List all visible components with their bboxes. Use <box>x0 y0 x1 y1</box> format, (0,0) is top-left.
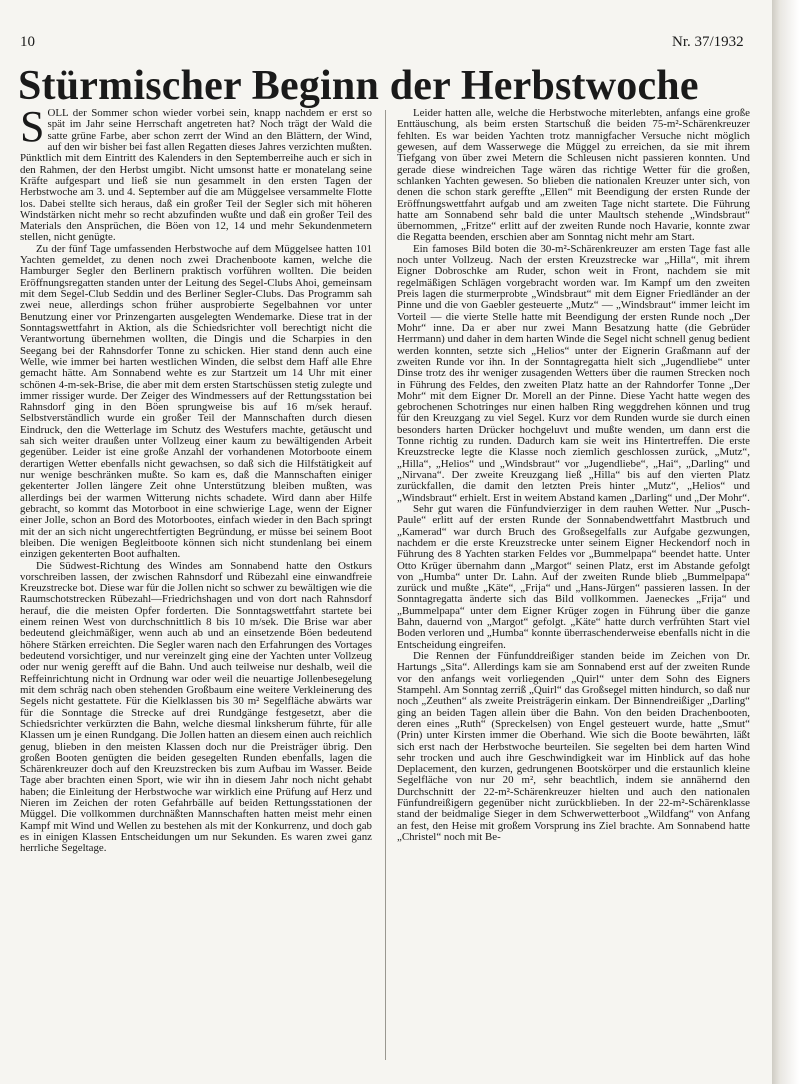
page-edge-shadow <box>772 0 799 1084</box>
paragraph: Zu der fünf Tage umfassenden Herbstwoche auf dem Müggelsee hatten 101 Yachten gemeldet, zu denen noch zwei Drachenboote kamen, welche die Hamburger Segler den Berlinern praktisch vorführen wollten. Die beiden Eröffnungsregatten standen unter der Leitung des Segel-Clubs Ahoi, gemeinsam mit dem Segel-Club Seddin und des Berliner Segler-Clubs. Das Programm sah zwei neue, allerdings schon früher ausprobierte Segelbahnen vor unter Benutzung einer vor Prinzengarten ausgelegten Wendemarke. Diese trat in der Sonntagswettfahrt in Aktion, als die Schiedsrichter voll berechtigt nicht die Verantwortung übernehmen wollten, die Dingis und die Scharpies in den Seegang bei der Rahnsdorfer Tonne zu schicken. Hier stand denn auch eine Welle, wie immer bei harten westlichen Winden, die selbst dem Haff alle Ehre gemacht hätte. Am Sonnabend wehte es zur Startzeit um 14 Uhr mit einer schönen 4-m-sek-Brise, die aber mit dem ersten Startschüssen stetig zulegte und immer rissiger wurde. Der Zeiger des Windmessers auf der Rettungsstation bei Rahnsdorf ging in den Böen sprungweise bis auf 16 m/sek herauf. Selbstverständlich wurde ein großer Teil der Mannschaften durch diesen Eindruck, den die Wetterlage im Schutz des Westufers machte, getäuscht und sah sich weiter draußen unter Vollzeug einer kaum zu bewältigenden Arbeit gegenüber. Leider ist eine große Anzahl der vorhandenen Motorboote einem derartigen Wetter ebenfalls nicht gewachsen, so daß sich die Hilfstätigkeit auf nur wenige beschränken mußte. So kam es, daß die Mannschaften einiger gekenterter Jollen längere Zeit ohne Unterstützung bleiben mußten, was allerdings bei der warmen Witterung nichts schadete. Wird dann aber Hilfe gebracht, so kommt das Motorboot in eine schwierige Lage, wenn der Eigner einer Jolle, schon an Bord des Motorbootes, einfach wieder in den Bach springt mit der an sich nicht ungerechtfertigten Begründung, er müsse bei seinem Boot bleiben. Die wenigen Begleitboote können sich nicht stundenlang bei einem einzigen gekenterten Boot aufhalten. <box>20 242 372 561</box>
paragraph: Die Südwest-Richtung des Windes am Sonnabend hatte den Ostkurs vorschreiben lassen, der zwischen Rahnsdorf und Rübezahl eine einwandfreie Kreuzstrecke bot. Diese war für die Jollen nicht so schwer zu bewältigen wie die Raumschotstrecken Rübezahl—Friedrichshagen und von dort nach Rahnsdorf herauf, die die meisten Opfer forderten. Die Sonntagswettfahrt startete bei einem reinen West von durchschnittlich 8 bis 10 m/sek. Die Brise war aber bedeutend gleichmäßiger, wenn auch ab und an einsetzende Böen bedeutend höhere Stärken erreichten. Die Segler waren nach den Erfahrungen des Vortages bedeutend vorsichtiger, und nur vereinzelt ging eine der Yachten unter Vollzeug oder nur wenig gerefft auf die Bahn. Und auch teilweise nur deshalb, weil die Reffeinrichtung nicht in Ordnung war oder weil die neuartige Jollenbesegelung mit dem schräg nach oben stehenden Großbaum eine weitere Verkleinerung des Segels nicht gestattete. Für die Kielklassen bis 30 m² Segelfläche abwärts war für die Sonntage die Strecke auf drei Rundgänge festgesetzt, aber die Schiedsrichter verkürzten die Bahn, welche diesmal linksherum führte, für alle Klassen um je einen Rundgang. Die Jollen hatten an diesem einen auch reichlich genug, blieben in den meisten Klassen doch nur die Preisträger übrig. Den großen Booten genügten die beiden gesegelten Runden ebenfalls, lagen die Schärenkreuzer doch auf den Kreuzstrecken bis zum Aufbau im Wasser. Beide Tage aber brachten einen Sport, wie wir ihn in diesem Jahr noch nicht gehabt haben; die Einleitung der Herbstwoche war wirklich eine Prüfung auf Herz und Nieren im Zeichen der roten Gefahrbälle auf beiden Rettungsstationen der Müggel. Die vollkommen durchnäßten Mannschaften hatten meist mehr einen Kampf mit Wind und Wellen zu bestehen als mit der Konkurrenz, und doch gab es in einigen Klassen Entscheidungen um nur Sekunden. Es waren zwei ganz herrliche Segeltage. <box>20 559 372 855</box>
issue-number: Nr. 37/1932 <box>672 34 744 50</box>
column-divider <box>385 110 386 1060</box>
paragraph-text: OLL der Sommer schon wieder vorbei sein, knapp nachdem er erst so spät im Jahr seine Herrschaft angetreten hat? Noch trägt der Wald die satte grüne Farbe, aber schon zerrt der Wind an den Blättern, der Wind, auf den wir bisher bei fast allen Regatten dieses Jahres verzichten mußten. Pünktlich mit dem Eintritt des Kalenders in den Septemberreihe auch er sich in den Rahmen, der den Herbst umgibt. Nicht umsonst hatte er monatelang seine Kräfte aufgespart und ließ sie nun gesammelt in den ersten Tagen der Herbstwoche am 3. und 4. September auf die am Müggelsee versammelte Flotte los. Dabei stellte sich heraus, daß ein großer Teil der Segler sich mit höheren Windstärken nicht mehr so recht abzufinden wußte und daß ein großer Teil des Materials den Ansprüchen, die Böen von 12, 14 und mehr Sekundenmetern stellen, nicht genügte. <box>20 108 372 244</box>
paragraph: Ein famoses Bild boten die 30-m²-Schärenkreuzer am ersten Tage fast alle noch unter Vollzeug. Nach der ersten Kreuzstrecke war „Hilla“, mit ihrem Eigner Dobroschke am Ruder, schon weit in Front, nachdem sie mit regelmäßigen Schlägen vorgebracht worden war. Im Kampf um den zweiten Preis lagen die sturmerprobte „Windsbraut“ mit dem Eigner Friedländer an der Pinne und die von Gaebler gesteuerte „Mutz“ — „Windsbraut“ immer leicht im Vorteil — die vierte Stelle hatte mit Beendigung der ersten Runde noch „Der Mohr“ inne. Da er aber nur zwei Mann Besatzung hatte (die Gebrüder Herrmann) und daher in dem harten Winde die Segel nicht schnell genug bedient werden konnten, setzte sich „Helios“ unter der Eignerin Graßmann auf der zweiten Runde vor ihn. In der Sonntagregatta hielt sich „Jugendliebe“ unter Dinse trotz des ihr weniger zusagenden Wetters über die raumen Strecken noch in Führung des Feldes, den zweiten Platz hatte an der Rahndorfer Tonne „Der Mohr“ mit dem Eigner Dr. Morell an der Pinne. Diese Yacht hatte wegen des gebrochenen Schotringes nur einen halben Ring weggdrehen können und trug für den Kreuzgang zu viel Segel. Kurz vor dem Runden wurde sie durch einen besonders harten Drücker hochgeluvt und mußte wenden, um dann erst die Tonne richtig zu runden. Dadurch kam sie weit ins Hintertreffen. Die erste Kreuzstrecke legte die Klasse noch ziemlich geschlossen zurück, „Mutz“, „Hilla“, „Helios“ und „Windsbraut“ vor „Jugendliebe“, „Hai“, „Darling“ und „Nirvana“. Der zweite Kreuzgang ließ „Hilla“ bis auf den vierten Platz zurückfallen, die damit den letzten Preis hinter „Mutz“, „Helios“ und „Windsbraut“ erhielt. Erst in weitem Abstand kamen „Darling“ und „Der Mohr“. <box>397 242 750 504</box>
drop-cap: S <box>20 108 45 151</box>
paragraph: Die Rennen der Fünfunddreißiger standen beide im Zeichen von Dr. Hartungs „Sita“. Allerdings kam sie am Sonnabend erst auf der zweiten Runde vor den anfangs weit vorliegenden „Quirl“ unter dem Sohn des Eigners Stampehl. Am Sonntag zerriß „Quirl“ das Großsegel mitten hindurch, so daß nur noch „Zeuthen“ als zweite Preisträgerin einkam. Der Binnendreißiger „Darling“ ging an beiden Tagen allein über die Bahn. Von den beiden Drachenbooten, deren eines „Ruth“ (Spreckelsen) von Engel gesteuert wurde, hatte „Smut“ (Prin) unter Kirsten immer die Oberhand. Wie sich die Boote bewährten, läßt sich erst nach der Herbstwoche beurteilen. Sie segelten bei dem harten Wind sehr trocken und auch ihre Geschwindigkeit war im Hinblick auf das hohe Deplacement, den kurzen, gedrungenen Bootskörper und die erstaunlich kleine Segelfläche von nur 20 m², sehr beachtlich, indem sie annähernd den Durchschnitt der 22-m²-Schärenkreuzer hielten und auch den nationalen Fünfundreißigern gegenüber nicht zurückblieben. In der 22-m²-Schärenklasse stand der beidmalige Sieger in dem Schwerwetterboot „Wildfang“ von Anfang an fest, den Heise mit großem Vorsprung ins Ziel brachte. Am Sonnabend hatte „Christel“ noch mit Be- <box>397 650 750 843</box>
paragraph: Leider hatten alle, welche die Herbstwoche miterlebten, anfangs eine große Enttäuschung, als beim ersten Startschuß die beiden 75-m²-Schärenkreuzer fehlten. Es war beiden Yachten trotz mannigfacher Versuche nicht möglich gewesen, auf dem Wasserwege die Müggel zu erreichen, da sie mit ihrem Tiefgang von über zwei Metern die Schleusen nicht passieren konnten. Und gerade diese windreichen Tage wären das richtige Wetter für die großen, schlanken Yachten gewesen. So blieben die nationalen Kreuzer unter sich, von denen die schon stark gereffte „Ellen“ mit Beendigung der ersten Runde der Eröffnungswettfahrt aufgab und am zweiten Tage nicht startete. Die Führung hatte am Sonnabend sehr bald die unter Maultsch stehende „Windsbraut“ übernommen, „Fritze“ erlitt auf der zweiten Runde noch Havarie, konnte zwar die Regatta beenden, erschien aber am Sonntag nicht mehr am Start. <box>397 108 750 244</box>
article-title: Stürmischer Beginn der Herbstwoche <box>18 63 699 109</box>
page-number: 10 <box>20 34 35 50</box>
paragraph <box>20 108 372 244</box>
article-column-left <box>20 108 372 1066</box>
paragraph: Sehr gut waren die Fünfundvierziger in dem rauhen Wetter. Nur „Pusch-Paule“ erlitt auf der ersten Runde der Sonnabendwettfahrt Mastbruch und „Kamerad“ war durch Bruch des Großsegelfalls zur Aufgabe gezwungen, nachdem er die erste Kreuzstrecke unter seinem Eigner Heckendorf noch in Führung des 8 Yachten starken Feldes vor „Bummelpapa“ beendet hatte. Unter Otto Krüger übernahm dann „Margot“ seinen Platz, erst im Abstande gefolgt von „Humba“ unter Dr. Lahn. Auf der zweiten Runde blieb „Bummelpapa“ zurück und mußte „Käte“, „Frija“ und „Hans-Jürgen“ passieren lassen. In der Sonntagregatta änderte sich das Bild vollkommen. Jaeneckes „Frija“ und „Bummelpapa“ unter dem Eigner Krüger zogen in Führung über die ganze Bahn, dauernd von „Margot“ gefolgt. „Käte“ hatte durch verfrühten Start viel Boden verloren und „Humba“ konnte überraschenderweise ebenfalls nicht in die Entscheidung eingreifen. <box>397 502 750 651</box>
article-column-right <box>397 108 750 1066</box>
